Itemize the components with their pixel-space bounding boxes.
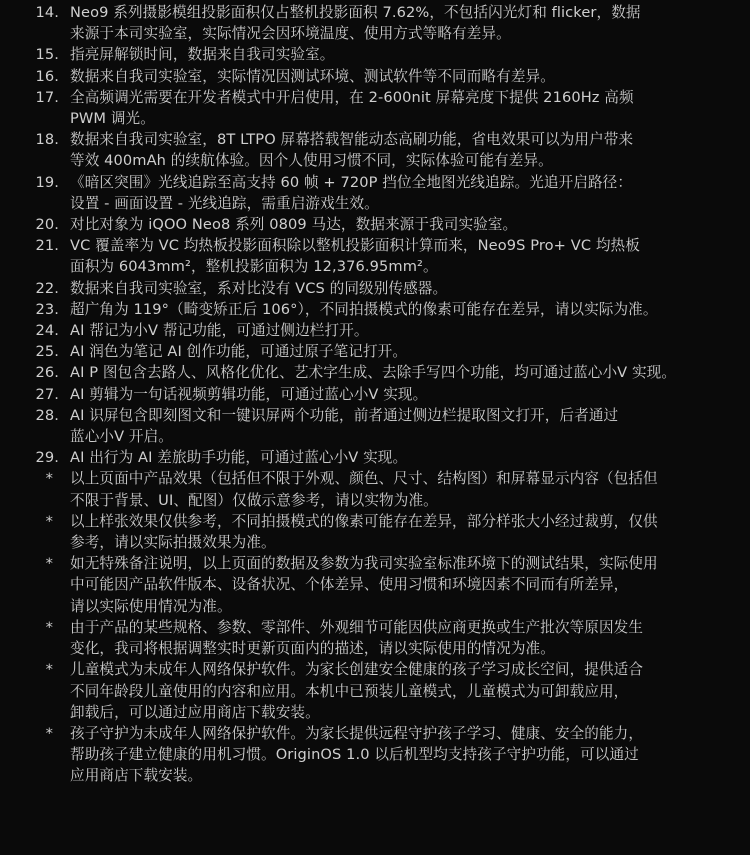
disclaimer-text: 儿童模式为未成年人网络保护软件。为家长创建安全健康的孩子学习成长空间，提供适合 不同年龄段儿童使用的内容和应用。本机中已预装儿童模式，儿童模式为可卸载应用， 卸载后，可以通过应用商店下载安装。 — [70, 661, 644, 721]
footnote-number: 25. — [35, 343, 59, 361]
bullet-star: * — [45, 555, 53, 573]
footnote-text: VC 覆盖率为 VC 均热板投影面积除以整机投影面积计算而来，Neo9S Pro+ VC 均热板 面积为 6043mm²，整机投影面积为 12,376.95mm²。 — [70, 237, 640, 276]
footnote-item — [0, 362, 750, 383]
footnote-item — [0, 44, 750, 65]
bullet-star: * — [45, 470, 53, 488]
footnote-item — [0, 129, 750, 171]
footnote-item — [0, 235, 750, 277]
footnote-text: AI 润色为笔记 AI 创作功能，可通过原子笔记打开。 — [70, 343, 408, 361]
footnote-item — [0, 447, 750, 468]
footnote-text: AI 帮记为小V 帮记功能，可通过侧边栏打开。 — [70, 322, 369, 340]
footnote-number: 22. — [35, 279, 59, 297]
footnote-text: AI P 图包含去路人、风格化优化、艺术字生成、去除手写四个功能，均可通过蓝心小V 实现。 — [70, 364, 677, 382]
disclaimer-text: 由于产品的某些规格、参数、零部件、外观细节可能因供应商更换或生产批次等原因发生 变化，我司将根据调整实时更新页面内的描述，请以实际使用的情况为准。 — [70, 618, 644, 658]
footnote-number: 15. — [35, 46, 59, 64]
footnote-text: 数据来自我司实验室，实际情况因测试环境、测试软件等不同而略有差异。 — [70, 67, 555, 85]
footnote-text: AI 剪辑为一句话视频剪辑功能，可通过蓝心小V 实现。 — [70, 385, 428, 403]
footnote-text: 全高频调光需要在开发者模式中开启使用，在 2-600nit 屏幕亮度下提供 2160Hz 高频 PWM 调光。 — [70, 88, 634, 128]
disclaimer-text: 以上样张效果仅供参考，不同拍摄模式的像素可能存在差异，部分样张大小经过裁剪，仅供 参考，请以实际拍摄效果为准。 — [70, 512, 658, 552]
footnote-item — [0, 278, 750, 299]
footnote-number: 18. — [35, 131, 59, 149]
footnote-number: 21. — [35, 237, 59, 255]
disclaimer-item — [0, 468, 750, 510]
footnote-text: AI 出行为 AI 差旅助手功能，可通过蓝心小V 实现。 — [70, 449, 408, 467]
disclaimer-text: 以上页面中产品效果（包括但不限于外观、颜色、尺寸、结构图）和屏幕显示内容（包括但 不限于背景、UI、配图）仅做示意参考，请以实物为准。 — [70, 470, 658, 509]
footnote-number: 19. — [35, 173, 59, 191]
disclaimer-item — [0, 511, 750, 553]
footnote-item — [0, 405, 750, 447]
disclaimer-text: 孩子守护为未成年人网络保护软件。为家长提供远程守护孩子学习、健康、安全的能力， 帮助孩子建立健康的用机习惯。OriginOS 1.0 以后机型均支持孩子守护功能，可以通过 应用商店下载安装。 — [70, 724, 644, 785]
footnote-item — [0, 87, 750, 129]
footnote-number: 20. — [35, 216, 59, 234]
footnote-number: 26. — [35, 364, 59, 382]
footnote-text: 数据来自我司实验室，8T LTPO 屏幕搭载智能动态高刷功能，省电效果可以为用户带来 等效 400mAh 的续航体验。因个人使用习惯不同，实际体验可能有差异。 — [70, 131, 634, 170]
footnote-item — [0, 2, 750, 44]
footnote-text: 《暗区突围》光线追踪至高支持 60 帧 + 720P 挡位全地图光线追踪。光追开启路径： 设置 - 画面设置 - 光线追踪，需重启游戏生效。 — [70, 173, 633, 212]
bullet-star: * — [45, 512, 53, 530]
footnote-text: 对比对象为 iQOO Neo8 系列 0809 马达，数据来源于我司实验室。 — [70, 216, 518, 234]
disclaimer-text: 如无特殊备注说明，以上页面的数据及参数为我司实验室标准环境下的测试结果，实际使用 中可能因产品软件版本、设备状况、个体差异、使用习惯和环境因素不同而有所差异， 请以实际使用情况为准。 — [70, 555, 658, 615]
footnote-number: 14. — [35, 4, 59, 21]
bullet-star: * — [45, 661, 53, 679]
footnote-number: 17. — [35, 88, 59, 106]
footnote-number: 29. — [35, 449, 59, 467]
disclaimer-item — [0, 553, 750, 617]
footnote-number: 24. — [35, 322, 59, 340]
footnote-text: Neo9 系列摄影模组投影面积仅占整机投影面积 7.62%，不包括闪光灯和 flicker，数据 来源于本司实验室，实际情况会因环境温度、使用方式等略有差异。 — [70, 4, 641, 43]
footnote-item — [0, 299, 750, 320]
footnotes-list — [0, 2, 750, 787]
footnote-number: 16. — [35, 67, 59, 85]
bullet-star: * — [45, 724, 53, 742]
footnote-item — [0, 66, 750, 87]
disclaimer-item — [0, 723, 750, 787]
footnote-item — [0, 172, 750, 214]
footnote-text: AI 识屏包含即刻图文和一键识屏两个功能，前者通过侧边栏提取图文打开，后者通过 蓝心小V 开启。 — [70, 406, 619, 446]
disclaimer-item — [0, 617, 750, 659]
disclaimer-item — [0, 659, 750, 723]
footnote-number: 28. — [35, 406, 59, 424]
footnote-number: 23. — [35, 300, 59, 318]
footnote-text: 数据来自我司实验室，系对比没有 VCS 的同级别传感器。 — [70, 279, 448, 297]
footnote-item — [0, 214, 750, 235]
footnote-item — [0, 384, 750, 405]
footnote-text: 超广角为 119°（畸变矫正后 106°），不同拍摄模式的像素可能存在差异，请以实际为准。 — [70, 300, 658, 318]
footnote-number: 27. — [35, 385, 59, 403]
footnote-item — [0, 341, 750, 362]
footnote-item — [0, 320, 750, 341]
footnote-text: 指亮屏解锁时间，数据来自我司实验室。 — [70, 46, 335, 64]
bullet-star: * — [45, 618, 53, 636]
